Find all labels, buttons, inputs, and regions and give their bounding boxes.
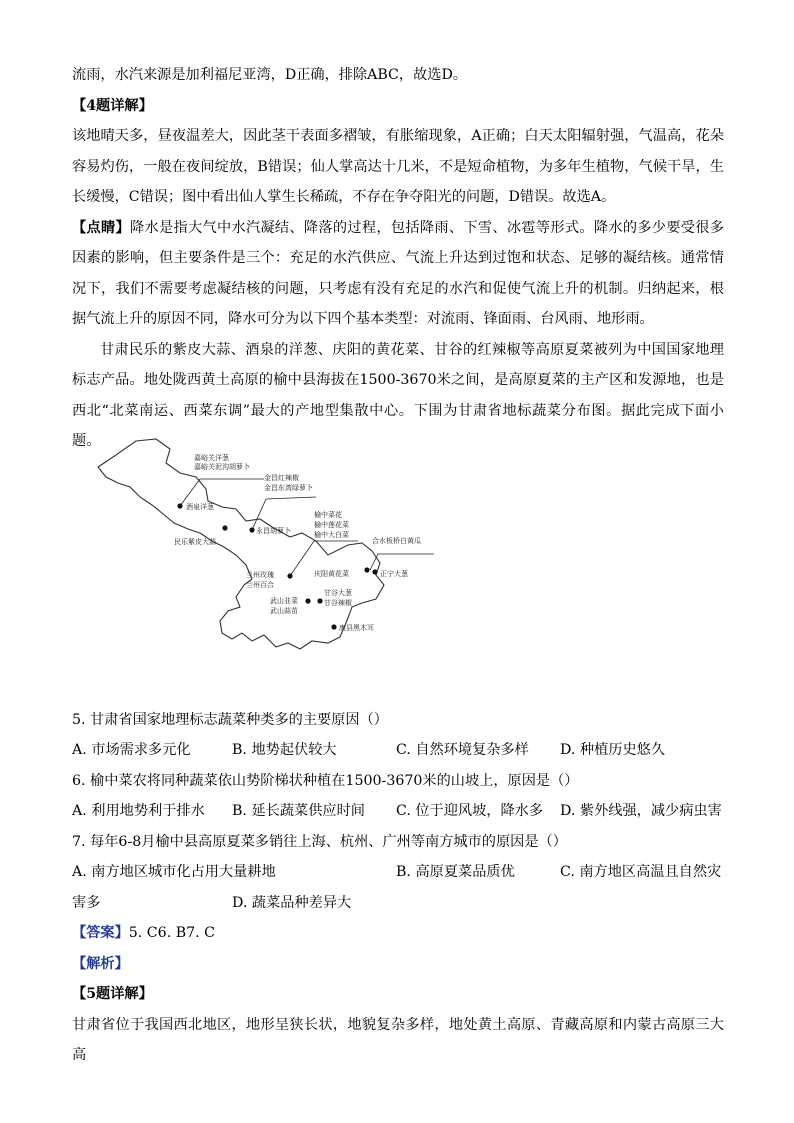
map-label: 兰州玫瑰 bbox=[246, 571, 274, 579]
map-label: 榆中菜花 bbox=[314, 511, 342, 519]
map-label: 武山韭菜 bbox=[270, 597, 298, 605]
map-label: 康县黑木耳 bbox=[339, 624, 374, 632]
option-b: B. 延长蔬菜供应时间 bbox=[232, 803, 365, 819]
option-c: C. 自然环境复杂多样 bbox=[396, 742, 529, 758]
option-c: C. 南方地区高温且自然灾 bbox=[560, 864, 722, 880]
intro-paragraph: 甘肃民乐的紫皮大蒜、酒泉的洋葱、庆阳的黄花菜、甘谷的红辣椒等高原夏菜被列为中国国家地理标志产品。地处陇西黄土高原的榆中县海拔在1500-3670米之间，是高原夏菜的主产区和发源地，也是西北“北菜南运、西菜东调”最大的产地型集散中心。下围为甘肃省地标蔬菜分布图。据此完成下面小题。 bbox=[72, 341, 724, 449]
option-b: B. 地势起伏较大 bbox=[232, 742, 337, 758]
answer-text: 5. C6. B7. C bbox=[128, 925, 216, 941]
option-c: C. 位于迎风坡，降水多 bbox=[396, 803, 544, 819]
detail-heading: 【5题详解】 bbox=[72, 986, 153, 1002]
section-heading: 【4题详解】 bbox=[72, 97, 153, 114]
paragraph: 该地晴天多，昼夜温差大，因此茎干表面多褶皱，有胀缩现象，A正确；白天太阳辐射强，气温高，花朵容易灼伤，一般在夜间绽放，B错误；仙人掌高达十几米，不是短命植物，为多年生植物，气候干旱，生长缓慢，C错误；图中看出仙人掌生长稀疏，不存在争夺阳光的问题，D错误。故选A。 bbox=[72, 128, 724, 205]
tip-tag: 【点睛】 bbox=[72, 219, 130, 236]
map-label: 榆中莲花菜 bbox=[314, 521, 349, 529]
map-label: 甘谷辣椒 bbox=[324, 599, 352, 607]
option-d: D. 紫外线强，减少病虫害 bbox=[560, 803, 722, 819]
answer-line bbox=[72, 918, 724, 949]
option-d: D. 种植历史悠久 bbox=[560, 742, 666, 758]
question-7: 7. 每年6-8月榆中县高原夏菜多销往上海、杭州、广州等南方城市的原因是（） bbox=[72, 833, 567, 850]
option-a: A. 市场需求多元化 bbox=[72, 742, 191, 758]
map-label: 酒泉洋葱 bbox=[186, 503, 214, 511]
question-6: 6. 榆中菜农将同种蔬菜依山势阶梯状种植在1500-3670米的山坡上，原因是（） bbox=[72, 772, 579, 789]
question-7-options bbox=[72, 857, 724, 888]
map-label: 民乐紫皮大蒜 bbox=[174, 538, 216, 546]
map-label: 甘谷大葱 bbox=[324, 589, 352, 597]
map-label: 正宁大葱 bbox=[380, 570, 408, 578]
paragraph: 流雨，水汽来源是加利福尼亚湾，D正确，排除ABC，故选D。 bbox=[72, 67, 468, 83]
option-c-cont: 害多 bbox=[72, 894, 101, 911]
tip-paragraph bbox=[72, 213, 724, 335]
map-label: 庆阳黄花菜 bbox=[314, 570, 349, 578]
question-6-options bbox=[72, 796, 724, 827]
map-label: 永昌胡萝卜 bbox=[256, 527, 291, 535]
map-label: 武山蒜苗 bbox=[270, 607, 298, 615]
map-label: 嘉峪关泥沟胡萝卜 bbox=[194, 463, 250, 471]
option-d: D. 蔬菜品种差异大 bbox=[232, 894, 352, 911]
map-label: 金昌红辣椒 bbox=[264, 474, 299, 482]
question-7-options-cont bbox=[72, 888, 724, 919]
detail-text: 甘肃省位于我国西北地区，地形呈狭长状，地貌复杂多样，地处黄土高原、青藏高原和内蒙古高原三大高 bbox=[72, 1016, 724, 1063]
answer-tag: 【答案】 bbox=[72, 925, 129, 941]
map-label: 兰州百合 bbox=[246, 581, 274, 589]
question-5-options bbox=[72, 735, 724, 766]
option-a: A. 南方地区城市化占用大量耕地 bbox=[72, 864, 276, 880]
map-label: 榆中大白菜 bbox=[314, 531, 349, 539]
gansu-vegetable-map bbox=[96, 437, 441, 655]
option-b: B. 高原夏菜品质优 bbox=[396, 864, 515, 880]
tip-text: 降水是指大气中水汽凝结、降落的过程，包括降雨、下雪、冰雹等形式。降水的多少要受很多因素的影响，但主要条件是三个：充足的水汽供应、气流上升达到过饱和状态、足够的凝结核。通常情况下，我们不需要考虑凝结核的问题，只考虑有没有充足的水汽和促使气流上升的机制。归纳起来，根据气流上升的原因不同，降水可分为以下四个基本类型：对流雨、锋面雨、台风雨、地形雨。 bbox=[72, 219, 724, 327]
callout-lines bbox=[180, 479, 434, 576]
question-5: 5. 甘肃省国家地理标志蔬菜种类多的主要原因（） bbox=[72, 711, 388, 728]
map-label: 合水板桥白黄瓜 bbox=[372, 537, 421, 545]
map-label: 金昌东湾绿萝卜 bbox=[264, 484, 313, 492]
map-label: 嘉峪关洋葱 bbox=[194, 454, 229, 462]
option-a: A. 利用地势利于排水 bbox=[72, 803, 205, 819]
analysis-tag: 【解析】 bbox=[72, 955, 129, 972]
